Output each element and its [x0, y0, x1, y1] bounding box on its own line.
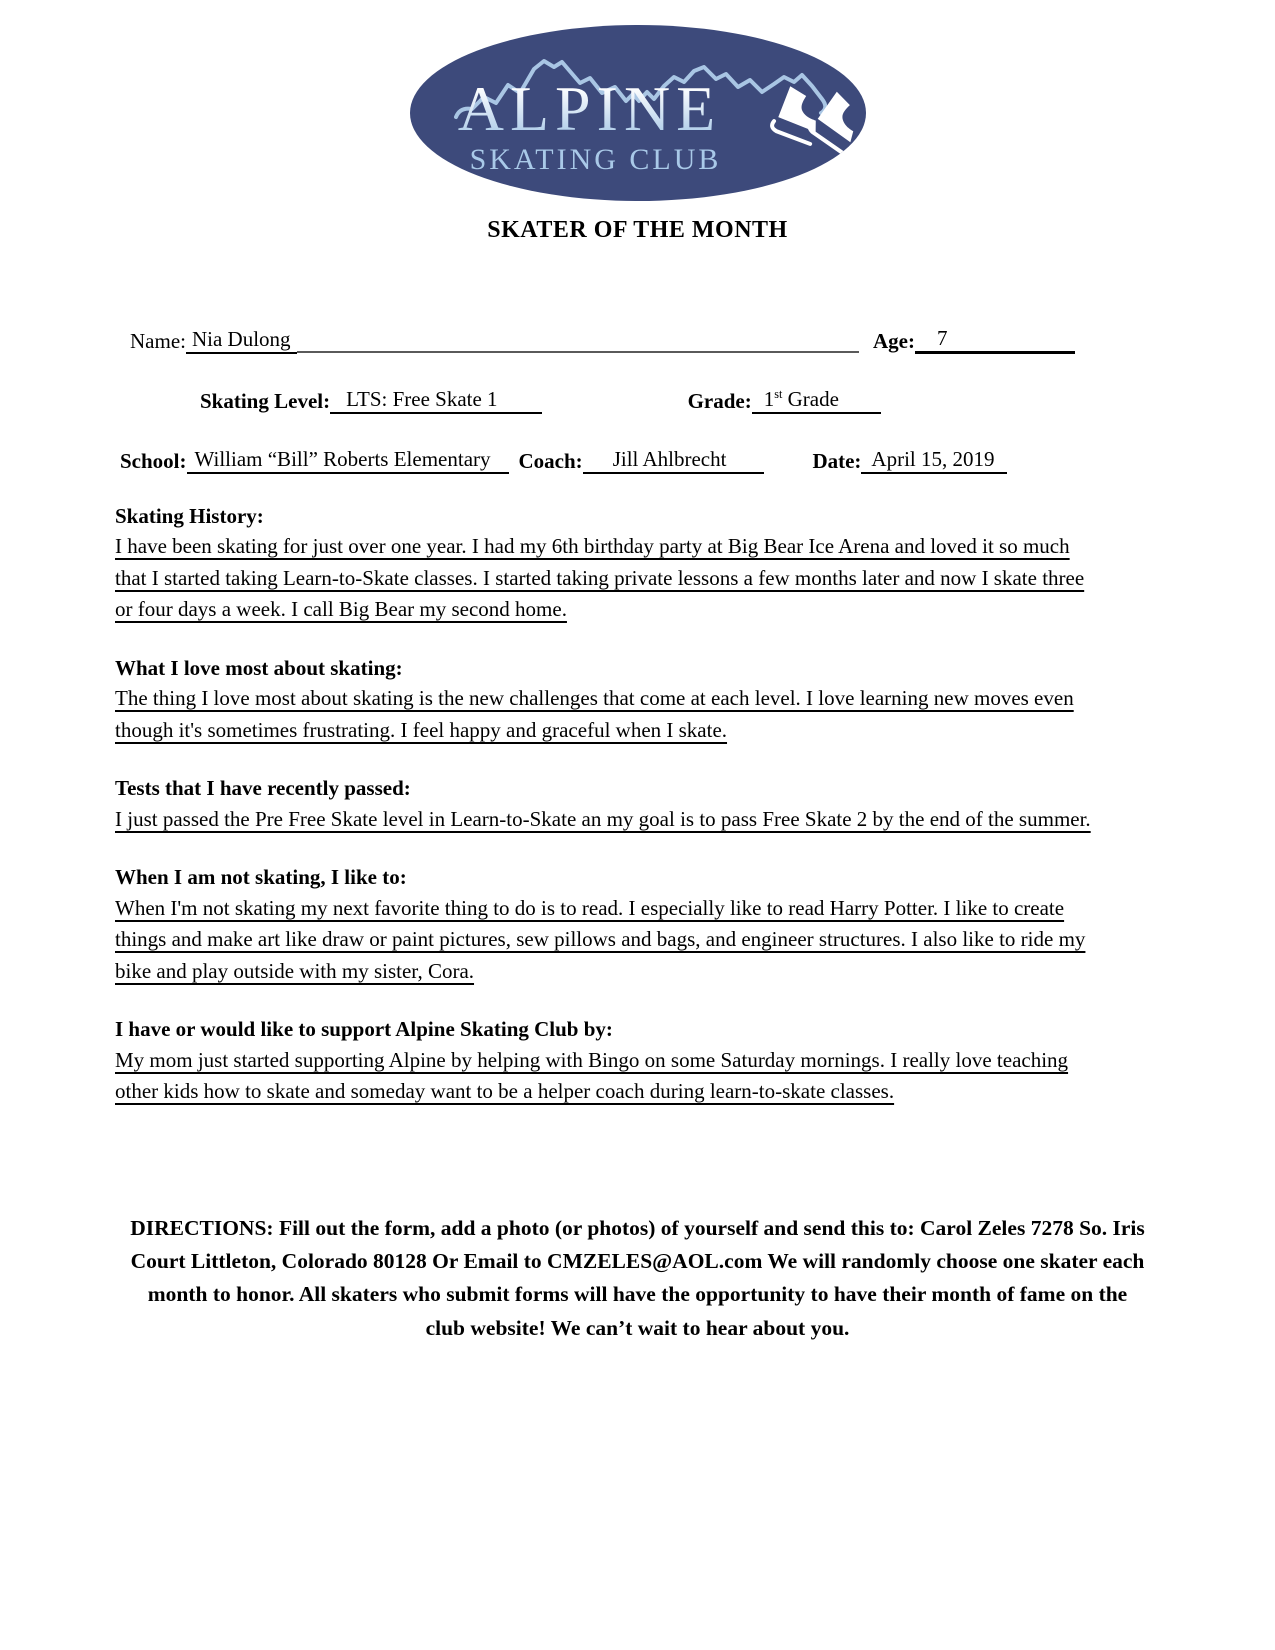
date-field: April 15, 2019 — [861, 447, 1006, 474]
section-heading: What I love most about skating: — [115, 655, 403, 680]
section-heading: I have or would like to support Alpine Skating Club by: — [115, 1017, 613, 1042]
club-logo — [410, 25, 866, 201]
form-row-name — [0, 326, 1275, 354]
name-field: Nia Dulong — [186, 327, 297, 354]
sections — [115, 501, 1105, 1108]
section-body: The thing I love most about skating is the new challenges that come at each level. I love learning new moves even though it's sometimes frustrating. I feel happy and graceful when I skate. — [115, 686, 1074, 742]
grade-label: Grade: — [687, 389, 752, 413]
section-heading: Tests that I have recently passed: — [115, 776, 411, 801]
date-label: Date: — [812, 449, 862, 473]
section-body: When I'm not skating my next favorite thing to do is to read. I especially like to read Harry Potter. I like to create things and make art like draw or paint pictures, sew pillows and bags, and engineer structures. I also like to ride my bike and play outside with my sister, Cora. — [115, 895, 1086, 983]
section-body: I have been skating for just over one year. I had my 6th birthday party at Big Bear Ice Arena and loved it so much that I started taking Learn-to-Skate classes. I started taking private lessons a few months later and now I skate three or four days a week. I call Big Bear my second home. — [115, 534, 1085, 622]
section-heading: When I am not skating, I like to: — [115, 865, 407, 890]
ice-skates-icon — [756, 77, 860, 163]
directions-text: DIRECTIONS: Fill out the form, add a photo (or photos) of yourself and send this to: Carol Zeles 7278 So. Iris Court Littleton, Colorado 80128 Or Email to CMZELES@AOL.com We will randomly choose one skater each month to honor. All skaters who submit forms will have the opportunity to have their month of fame on the club website! We can’t wait to hear about you. — [130, 1215, 1145, 1340]
school-label: School: — [120, 449, 187, 473]
skating-level-field: LTS: Free Skate 1 — [330, 387, 541, 414]
form-row-level — [0, 387, 1275, 414]
section-heading: Skating History: — [115, 504, 264, 528]
form-row-school — [0, 447, 1275, 474]
section-body: My mom just started supporting Alpine by helping with Bingo on some Saturday mornings. I really love teaching other kids how to skate and someday want to be a helper coach during learn-to-skate classes. — [115, 1047, 1069, 1104]
club-name: ALPINE — [410, 77, 770, 141]
name-blank-line — [297, 351, 859, 353]
page-title: SKATER OF THE MONTH — [487, 217, 788, 243]
coach-field: Jill Ahlbrecht — [583, 447, 765, 474]
name-label: Name: — [130, 329, 186, 353]
header — [0, 0, 1275, 201]
age-label: Age: — [873, 329, 915, 353]
coach-label: Coach: — [518, 449, 583, 473]
skating-level-label: Skating Level: — [200, 389, 331, 413]
school-field: William “Bill” Roberts Elementary — [187, 447, 509, 474]
grade-ordinal-suffix: st — [774, 387, 783, 401]
club-subname: SKATING CLUB — [469, 143, 722, 176]
grade-field: 1st Grade — [752, 387, 881, 414]
age-field: 7 — [915, 326, 1075, 354]
section-body: I just passed the Pre Free Skate level in Learn-to-Skate an my goal is to pass Free Skate 2 by the end of the summer. — [115, 806, 1091, 831]
